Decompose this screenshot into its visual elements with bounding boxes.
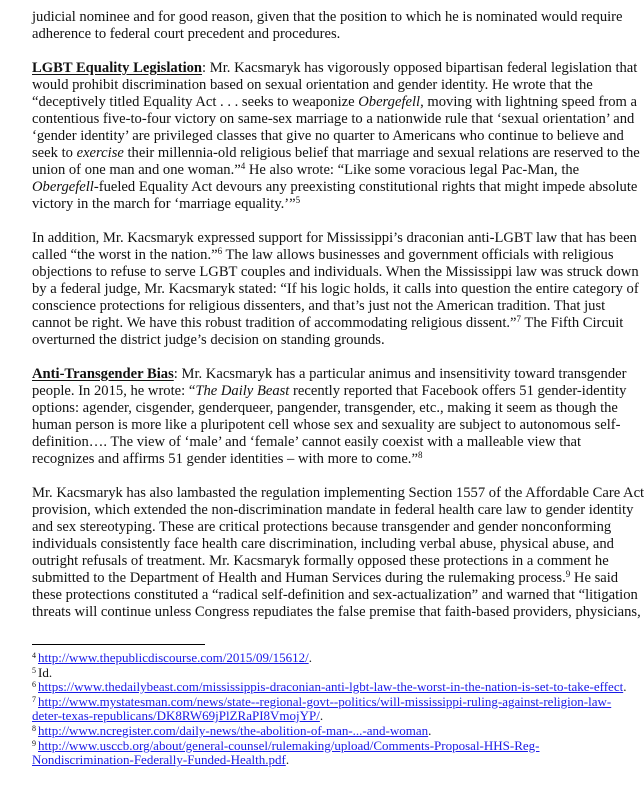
text-line: definition…. The view of ‘male’ and ‘female’ cannot easily coexist with a malleable view that [32, 434, 582, 450]
italic-case-name: Obergefell [358, 94, 421, 110]
footnote-link[interactable]: http://www.usccb.org/about/general-counsel/rulemaking/upload/Comments-Proposal-HHS-Reg- [38, 737, 540, 753]
footnote-link[interactable]: deter-texas-republicans/DK8RW69jPlZRaPI8VmojYP/ [32, 708, 320, 724]
text-fragment: union of one man and one woman.” [32, 162, 241, 178]
footnote-ref-8[interactable]: 8 [417, 450, 423, 460]
punctuation: . [623, 679, 627, 695]
text-fragment: He also wrote: “Like some voracious legal Pac-Man, the [245, 162, 580, 178]
footnote-number: 9 [32, 738, 36, 748]
document-page [32, 9, 644, 638]
footnote-number: 4 [32, 651, 36, 660]
text-line: human person is more like a pluripotent cell whose sex and sexuality are subject to autonomous self- [32, 417, 621, 433]
italic-publication-name: The Daily Beast [195, 383, 290, 399]
text-line: threats will continue unless Congress repudiates the false premise that faith-based providers, physicians, [32, 604, 641, 620]
text-fragment: He said [570, 570, 619, 586]
text-line: In addition, Mr. Kacsmaryk expressed support for Mississippi’s draconian anti-LGBT law that has been [32, 230, 637, 246]
footnote-6 [32, 679, 627, 695]
text-line [32, 246, 614, 264]
text-line: outright refusals of treatment. Mr. Kacsmaryk formally opposed these protections in a comment he [32, 553, 609, 569]
text-fragment: seek to [32, 145, 77, 161]
punctuation: . [308, 650, 312, 665]
footnote-number: 7 [32, 694, 36, 704]
footnote-ref-6[interactable]: 6 [217, 246, 223, 256]
footnotes-section [32, 644, 627, 768]
text-line [32, 179, 638, 196]
punctuation: . [285, 752, 290, 768]
text-fragment: : Mr. Kacsmaryk has a particular animus and insensitivity toward transgender [173, 366, 627, 382]
footnote-4 [32, 651, 602, 666]
footnote-link[interactable]: http://www.ncregister.com/daily-news/the-abolition-of-man-...-and-woman [38, 722, 429, 738]
text-fragment: , moving with lightning speed from a [420, 94, 637, 110]
footnote-ref-5[interactable]: 5 [295, 195, 301, 205]
footnote-number: 8 [32, 723, 36, 733]
text-fragment: : Mr. Kacsmaryk has vigorously opposed bipartisan federal legislation that [202, 60, 638, 76]
section-heading-anti-transgender: Anti-Transgender Bias [32, 366, 174, 382]
text-line [32, 162, 602, 179]
text-line [32, 314, 624, 332]
text-line: options: agender, cisgender, genderqueer, pangender, transgender, etc., making it seem as though the [32, 400, 618, 416]
text-line: provision, which extended the non-discrimination mandate in federal health care law to gender identity [32, 502, 634, 518]
text-line: conscience protections for religious dissenters, and that’s just not the American tradition. That just [32, 298, 606, 314]
punctuation: . [319, 708, 324, 724]
footnote-ref-9[interactable]: 9 [565, 569, 571, 579]
footnote-9-continued [32, 753, 602, 768]
punctuation: . [428, 722, 432, 738]
mississippi-paragraph [32, 230, 639, 349]
text-line: individuals consistently face health care discrimination, including verbal abuse, physical abuse, and [32, 536, 614, 552]
text-line [32, 383, 627, 400]
text-fragment: The law allows businesses and government officials with religious [222, 247, 614, 263]
text-line [32, 60, 638, 77]
text-fragment: called “the worst in the nation.” [32, 247, 218, 263]
footnote-divider [32, 644, 205, 645]
footnote-9 [32, 739, 602, 754]
text-fragment: recognizes and affirms 51 gender identities – with more to come.” [32, 451, 418, 467]
text-line: objections to refuse to serve LGBT couples and individuals. When the Mississippi law was struck down [32, 264, 639, 280]
footnote-link[interactable]: http://www.mystatesman.com/news/state--regional-govt--politics/will-mississippi-ruling-against-religion-law- [38, 693, 612, 709]
text-line: these protections constituted a “radical self-definition and sex-actualization” and warned that “litigation [32, 587, 638, 603]
text-line [32, 451, 602, 468]
text-line: Mr. Kacsmaryk has also lambasted the regulation implementing Section 1557 of the Affordable Care Act [32, 485, 644, 501]
text-line: contentious five-to-four victory on same-sex marriage to a nationwide rule that ‘sexual orientation’ and [32, 111, 635, 127]
text-line: would prohibit discrimination based on sexual orientation and gender identity. He wrote that the [32, 77, 593, 93]
text-line [32, 196, 602, 213]
footnote-number: 5 [32, 665, 36, 675]
lgbt-equality-paragraph [32, 60, 640, 213]
footnote-link[interactable]: Nondiscrimination-Federally-Funded-Health.pdf [32, 752, 286, 768]
footnote-7-continued [32, 709, 602, 724]
text-fragment: -fueled Equality Act devours any preexisting constitutional rights that might impede absolute [93, 179, 638, 195]
text-fragment: their millennia-old religious belief that marriage and sexual relations are reserved to the [123, 145, 640, 161]
italic-emphasis: exercise [76, 145, 124, 161]
footnote-link[interactable]: https://www.thedailybeast.com/mississippis-draconian-anti-lgbt-law-the-worst-in-the-nation-is-set-to-take-effect [38, 679, 624, 695]
text-line: adherence to federal court precedent and procedures. [32, 26, 341, 42]
text-fragment: “deceptively titled Equality Act . . . seeks to weaponize [32, 94, 359, 110]
text-fragment: recently reported that Facebook offers 51 gender-identity [289, 383, 627, 399]
footnote-number: 6 [32, 680, 36, 690]
footnote-text: Id. [38, 664, 53, 680]
anti-transgender-paragraph [32, 366, 627, 468]
text-fragment: The Fifth Circuit [521, 315, 624, 331]
footnote-link[interactable]: http://www.thepublicdiscourse.com/2015/09/15612/ [38, 650, 309, 665]
footnote-7 [32, 693, 612, 710]
section-heading-lgbt: LGBT Equality Legislation [32, 60, 203, 76]
aca-section-1557-paragraph [32, 485, 644, 621]
intro-paragraph [32, 9, 623, 43]
footnote-5 [32, 666, 602, 681]
footnote-8 [32, 724, 602, 739]
text-fragment: submitted to the Department of Health and Human Services during the rulemaking process. [32, 570, 566, 586]
text-line [32, 366, 627, 383]
text-fragment: cannot be right. We have this robust tradition of accommodating religious dissent.” [32, 315, 517, 331]
text-line: judicial nominee and for good reason, given that the position to which he is nominated would require [32, 9, 623, 25]
text-line [32, 145, 640, 162]
footnote-ref-4[interactable]: 4 [240, 161, 246, 171]
text-line [32, 94, 637, 111]
italic-case-name: Obergefell [32, 179, 94, 195]
text-line: ‘gender identity’ are privileged classes that give no quarter to Americans who continue to believe and [32, 128, 624, 144]
footnote-ref-7[interactable]: 7 [516, 314, 522, 324]
text-line: and sex stereotyping. These are critical protections because transgender and gender nonconforming [32, 519, 612, 535]
text-fragment: victory in the march for ‘marriage equality.’” [32, 196, 296, 212]
text-line: by a federal judge, Mr. Kacsmaryk stated: “If his logic holds, it calls into question the entire category of [32, 281, 639, 297]
text-line [32, 569, 619, 587]
text-fragment: people. In 2015, he wrote: “ [32, 383, 196, 399]
text-line: overturned the district judge’s decision on standing grounds. [32, 332, 385, 348]
